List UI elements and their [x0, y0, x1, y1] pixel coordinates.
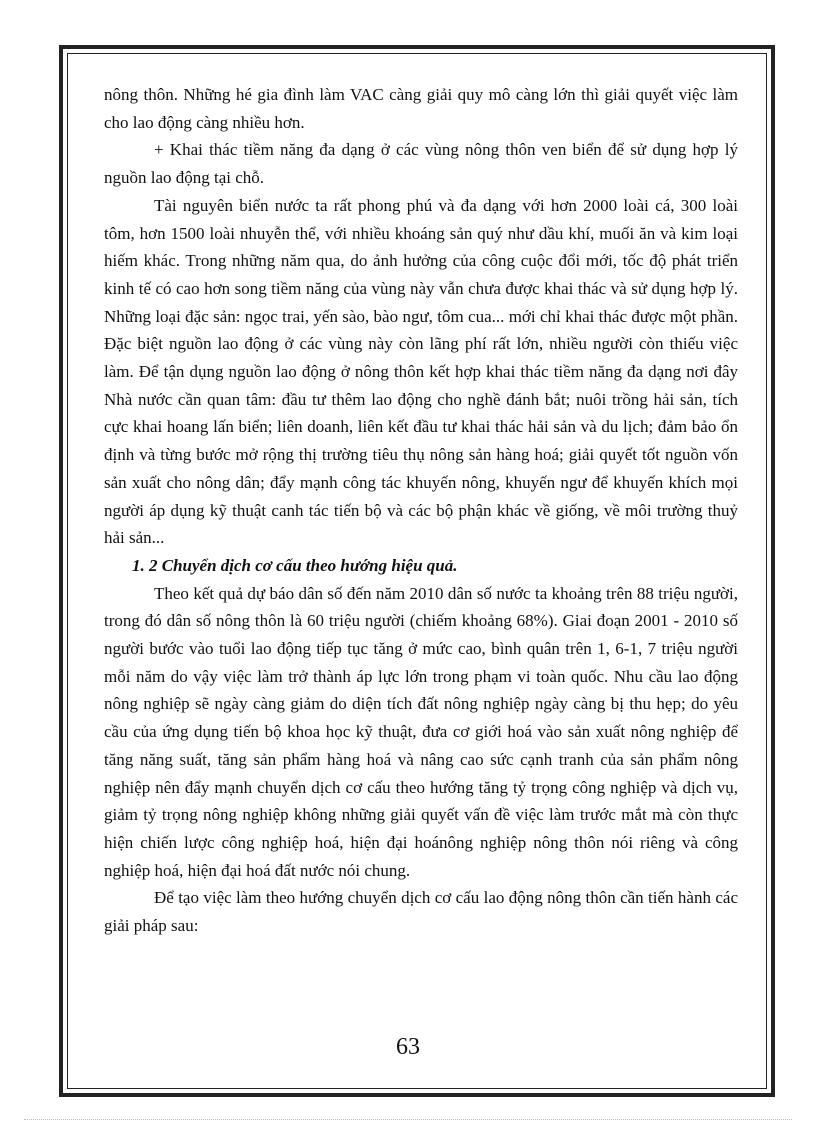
page-divider [24, 1119, 792, 1120]
paragraph: + Khai thác tiềm năng đa dạng ở các vùng nông thôn ven biển để sử dụng hợp lý nguồn lao động tại chỗ. [104, 140, 738, 188]
paragraph: Để tạo việc làm theo hướng chuyển dịch cơ cấu lao động nông thôn cần tiến hành các giải pháp sau: [104, 888, 738, 936]
body-text [104, 81, 738, 940]
section-heading: 1. 2 Chuyển dịch cơ cấu theo hướng hiệu quả. [132, 555, 458, 575]
page-number: 63 [396, 1034, 420, 1060]
paragraph: Tài nguyên biển nước ta rất phong phú và đa dạng với hơn 2000 loài cá, 300 loài tôm, hơn 1500 loài nhuyễn thể, với nhiều khoáng sản quý như dầu khí, muối ăn và kim loại hiếm khác. Trong những năm qua, do ảnh hưởng của công cuộc đổi mới, tốc độ phát triển kinh tế có cao hơn song tiềm năng của vùng này vẫn chưa được khai thác và sử dụng hợp lý. Những loại đặc sản: ngọc trai, yến sào, bào ngư, tôm cua... mới chỉ khai thác được một phần. Đặc biệt nguồn lao động ở các vùng này còn lãng phí rất lớn, nhiều người còn thiếu việc làm. Để tận dụng nguồn lao động ở nông thôn kết hợp khai thác tiềm năng đa dạng nơi đây Nhà nước cần quan tâm: đầu tư thêm lao động cho nghề đánh bắt; nuôi trồng hải sản, tích cực khai hoang lấn biển; liên doanh, liên kết đầu tư khai thác hải sản và du lịch; đảm bảo ổn định và từng bước mở rộng thị trường tiêu thụ nông sản hàng hoá; giải quyết tốt nguồn vốn sản xuất cho nông dân; đẩy mạnh công tác khuyến nông, khuyến ngư để khuyến khích mọi người áp dụng kỹ thuật canh tác tiến bộ và các bộ phận khác về giống, về môi trường thuỷ hải sản... [104, 195, 738, 548]
paragraph: nông thôn. Những hé gia đình làm VAC càng giải quy mô càng lớn thì giải quyết việc làm cho lao động càng nhiều hơn. [104, 85, 738, 132]
paragraph: Theo kết quả dự báo dân số đến năm 2010 dân số nước ta khoảng trên 88 triệu người, trong đó dân số nông thôn là 60 triệu người (chiếm khoảng 68%). Giai đoạn 2001 - 2010 số người bước vào tuổi lao động tiếp tục tăng ở mức cao, bình quân trên 1, 6-1, 7 triệu người mỗi năm do vậy việc làm trở thành áp lực lớn trong phạm vi toàn quốc. Nhu cầu lao động nông nghiệp sẽ ngày càng giảm do diện tích đất nông nghiệp ngày càng bị thu hẹp; do yêu cầu của ứng dụng tiến bộ khoa học kỹ thuật, đưa cơ giới hoá vào sản xuất nông nghiệp để tăng năng suất, tăng sản phẩm hàng hoá và nâng cao sức cạnh tranh của sản phẩm nông nghiệp nên đẩy mạnh chuyển dịch cơ cấu theo hướng tăng tỷ trọng công nghiệp và dịch vụ, giảm tỷ trọng nông nghiệp không những giải quyết vấn đề việc làm trước mắt mà còn thực hiện chiến lược công nghiệp hoá, hiện đại hoánông nghiệp nông thôn nói riêng và công nghiệp hoá, hiện đại hoá đất nước nói chung. [104, 583, 738, 880]
